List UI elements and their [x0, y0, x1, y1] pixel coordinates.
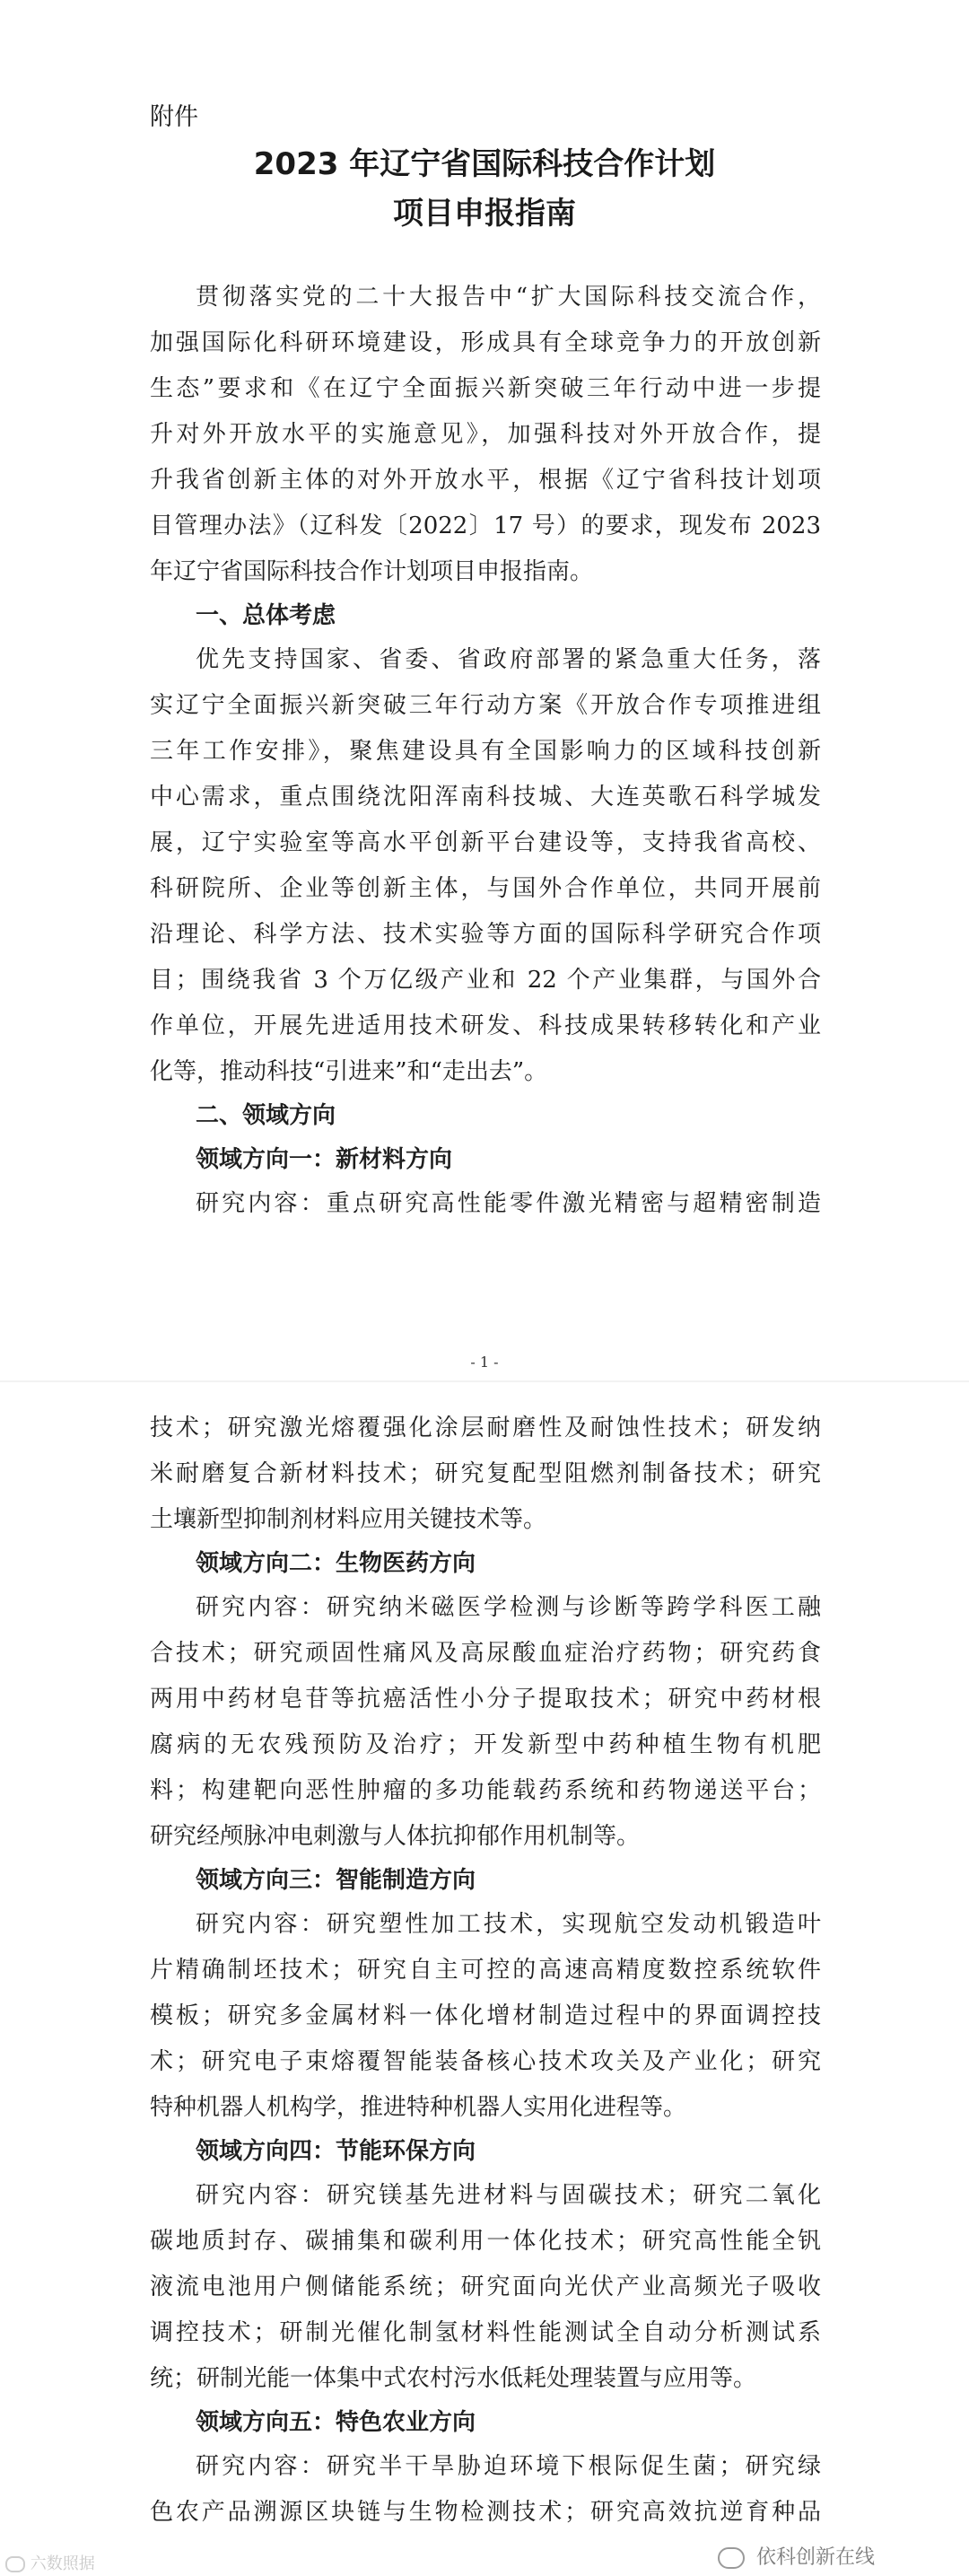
direction2-line: 料；构建靶向恶性肿瘤的多功能载药系统和药物递送平台； [150, 1777, 821, 1804]
watermark-logo-icon [5, 2556, 25, 2572]
direction1-first-line: 研究内容：重点研究高性能零件激光精密与超精密制造 [196, 1190, 821, 1217]
page-number: - 1 - [470, 1354, 499, 1371]
direction-heading-4: 领域方向四：节能环保方向 [196, 2138, 476, 2165]
attachment-label: 附件 [150, 103, 198, 131]
intro-line: 加强国际化科研环境建设，形成具有全球竞争力的开放创新 [150, 329, 821, 356]
intro-line: 升我省创新主体的对外开放水平，根据《辽宁省科技计划项 [150, 467, 821, 494]
section1-line: 目；围绕我省 3 个万亿级产业和 22 个产业集群，与国外合 [150, 967, 821, 994]
direction1-line: 米耐磨复合新材料技术；研究复配型阻燃剂制备技术；研究 [150, 1460, 821, 1487]
section1-line: 沿理论、科学方法、技术实验等方面的国际科学研究合作项 [150, 921, 821, 948]
section1-line: 化等，推动科技“引进来”和“走出去”。 [150, 1058, 548, 1085]
section-heading-directions: 二、领域方向 [196, 1102, 336, 1129]
direction4-line: 调控技术；研制光催化制氢材料性能测试全自动分析测试系 [150, 2319, 821, 2346]
page-divider [0, 1380, 969, 1382]
intro-line: 生态”要求和《在辽宁全面振兴新突破三年行动中进一步提 [150, 375, 821, 402]
direction2-line: 合技术；研究顽固性痛风及高尿酸血症治疗药物；研究药食 [150, 1640, 821, 1667]
document-title: 2023 年辽宁省国际科技合作计划 [253, 146, 716, 182]
direction1-line: 土壤新型抑制剂材料应用关键技术等。 [150, 1506, 547, 1533]
direction-heading-5: 领域方向五：特色农业方向 [196, 2409, 476, 2436]
section1-line: 实辽宁全面振兴新突破三年行动方案《开放合作专项推进组 [150, 692, 821, 719]
direction5-line: 研究内容：研究半干旱胁迫环境下根际促生菌；研究绿 [196, 2453, 821, 2480]
direction-heading-2: 领域方向二：生物医药方向 [196, 1550, 476, 1577]
section1-line: 中心需求，重点围绕沈阳浑南科技城、大连英歌石科学城发 [150, 784, 821, 810]
direction-heading-1: 领域方向一：新材料方向 [196, 1146, 453, 1173]
intro-line: 贯彻落实党的二十大报告中“扩大国际科技交流合作， [196, 284, 821, 311]
direction-heading-3: 领域方向三：智能制造方向 [196, 1867, 476, 1894]
direction4-line: 统；研制光能一体集中式农村污水低耗处理装置与应用等。 [150, 2365, 757, 2392]
direction4-line: 碳地质封存、碳捕集和碳利用一体化技术；研究高性能全钒 [150, 2228, 821, 2255]
wechat-icon [718, 2547, 745, 2569]
section-heading-overview: 一、总体考虑 [196, 602, 336, 629]
direction3-line: 术；研究电子束熔覆智能装备核心技术攻关及产业化；研究 [150, 2048, 821, 2075]
direction2-line: 研究内容：研究纳米磁医学检测与诊断等跨学科医工融 [196, 1594, 821, 1621]
direction4-line: 研究内容：研究镁基先进材料与固碳技术；研究二氧化 [196, 2182, 821, 2209]
right-watermark: 依科创新在线 [718, 2542, 875, 2570]
section1-line: 优先支持国家、省委、省政府部署的紧急重大任务，落 [196, 646, 821, 673]
section1-line: 作单位，开展先进适用技术研发、科技成果转移转化和产业 [150, 1012, 821, 1039]
direction3-line: 模板；研究多金属材料一体化增材制造过程中的界面调控技 [150, 2002, 821, 2029]
intro-line: 目管理办法》（辽科发〔2022〕17 号）的要求，现发布 2023 [150, 513, 821, 539]
direction3-line: 片精确制坯技术；研究自主可控的高速高精度数控系统软件 [150, 1957, 821, 1984]
direction5-line: 色农产品溯源区块链与生物检测技术；研究高效抗逆育种品 [150, 2499, 821, 2526]
direction1-line: 技术；研究激光熔覆强化涂层耐磨性及耐蚀性技术；研发纳 [150, 1415, 821, 1441]
direction3-line: 研究内容：研究塑性加工技术，实现航空发动机锻造叶 [196, 1911, 821, 1938]
section1-line: 科研院所、企业等创新主体，与国外合作单位，共同开展前 [150, 875, 821, 902]
direction2-line: 研究经颅脉冲电刺激与人体抗抑郁作用机制等。 [150, 1823, 641, 1850]
left-watermark: 六数照据 [5, 2551, 95, 2574]
section1-line: 三年工作安排》，聚焦建设具有全国影响力的区域科技创新 [150, 738, 821, 765]
direction2-line: 腐病的无农残预防及治疗；开发新型中药种植生物有机肥 [150, 1731, 821, 1758]
document-subtitle: 项目申报指南 [393, 196, 576, 232]
intro-line: 年辽宁省国际科技合作计划项目申报指南。 [150, 558, 594, 585]
intro-line: 升对外开放水平的实施意见》，加强科技对外开放合作，提 [150, 421, 821, 448]
direction3-line: 特种机器人机构学，推进特种机器人实用化进程等。 [150, 2094, 687, 2121]
section1-line: 展，辽宁实验室等高水平创新平台建设等，支持我省高校、 [150, 829, 821, 856]
direction4-line: 液流电池用户侧储能系统；研究面向光伏产业高频光子吸收 [150, 2274, 821, 2300]
direction2-line: 两用中药材皂苷等抗癌活性小分子提取技术；研究中药材根 [150, 1686, 821, 1713]
